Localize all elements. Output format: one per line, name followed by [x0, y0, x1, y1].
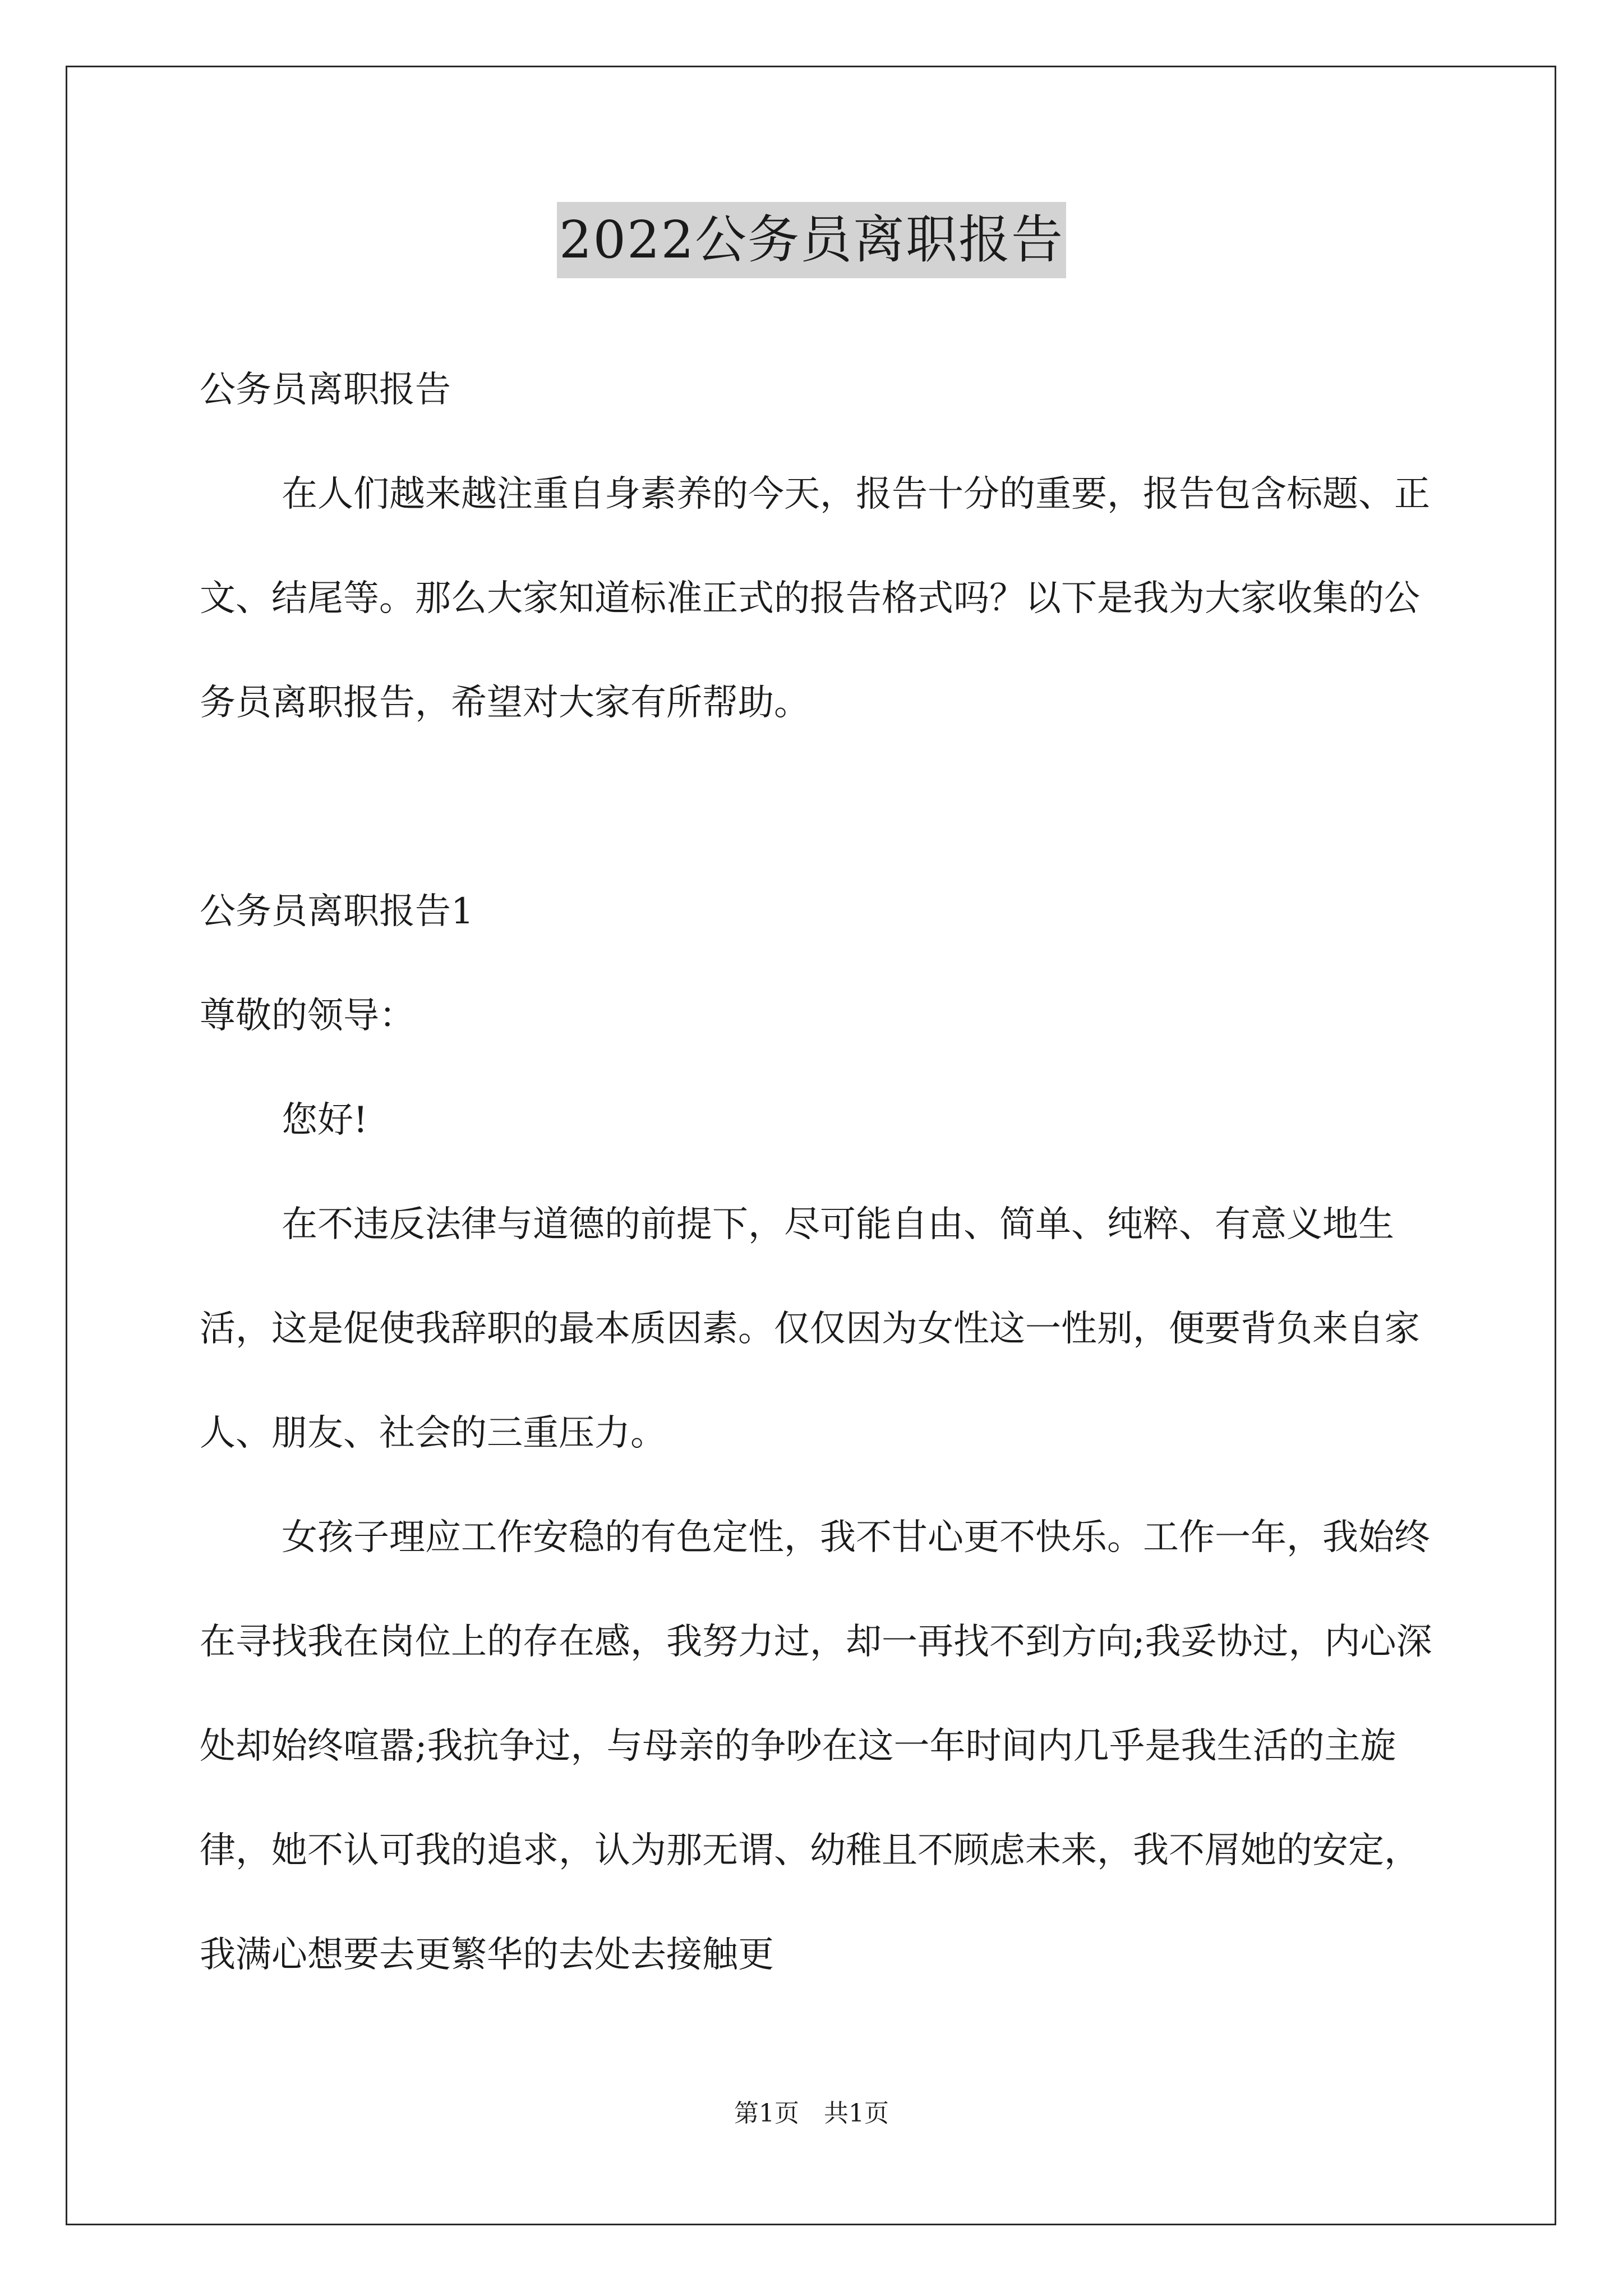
- greeting: 您好!: [282, 1099, 368, 1141]
- title-container: [0, 202, 1623, 278]
- section-heading: 公务员离职报告1: [200, 891, 474, 932]
- intro-heading: 公务员离职报告: [200, 369, 451, 411]
- intro-paragraph: 在人们越来越注重自身素养的今天，报告十分的重要，报告包含标题、正文、结尾等。那么大家知道标准正式的报告格式吗？以下是我为大家收集的公务员离职报告，希望对大家有所帮助。: [200, 473, 1430, 724]
- document-body: [200, 338, 1433, 2007]
- body-paragraph: 女孩子理应工作安稳的有色定性，我不甘心更不快乐。工作一年，我始终在寻找我在岗位上的存在感，我努力过，却一再找不到方向;我妥协过，内心深处却始终喧嚣;我抗争过，与母亲的争吵在这一年时间内几乎是我生活的主旋律，她不认可我的追求，认为那无谓、幼稚且不顾虑未来，我不屑她的安定，我满心想要去更繁华的去处去接触更: [200, 1517, 1432, 1976]
- page-footer: 第1页 共1页: [734, 2099, 889, 2128]
- body-paragraph: 在不违反法律与道德的前提下，尽可能自由、简单、纯粹、有意义地生活，这是促使我辞职的最本质因素。仅仅因为女性这一性别，便要背负来自家人、朋友、社会的三重压力。: [200, 1204, 1420, 1454]
- salutation: 尊敬的领导：: [200, 995, 415, 1037]
- spacer: [200, 755, 1433, 859]
- document-title: 2022公务员离职报告: [557, 202, 1066, 278]
